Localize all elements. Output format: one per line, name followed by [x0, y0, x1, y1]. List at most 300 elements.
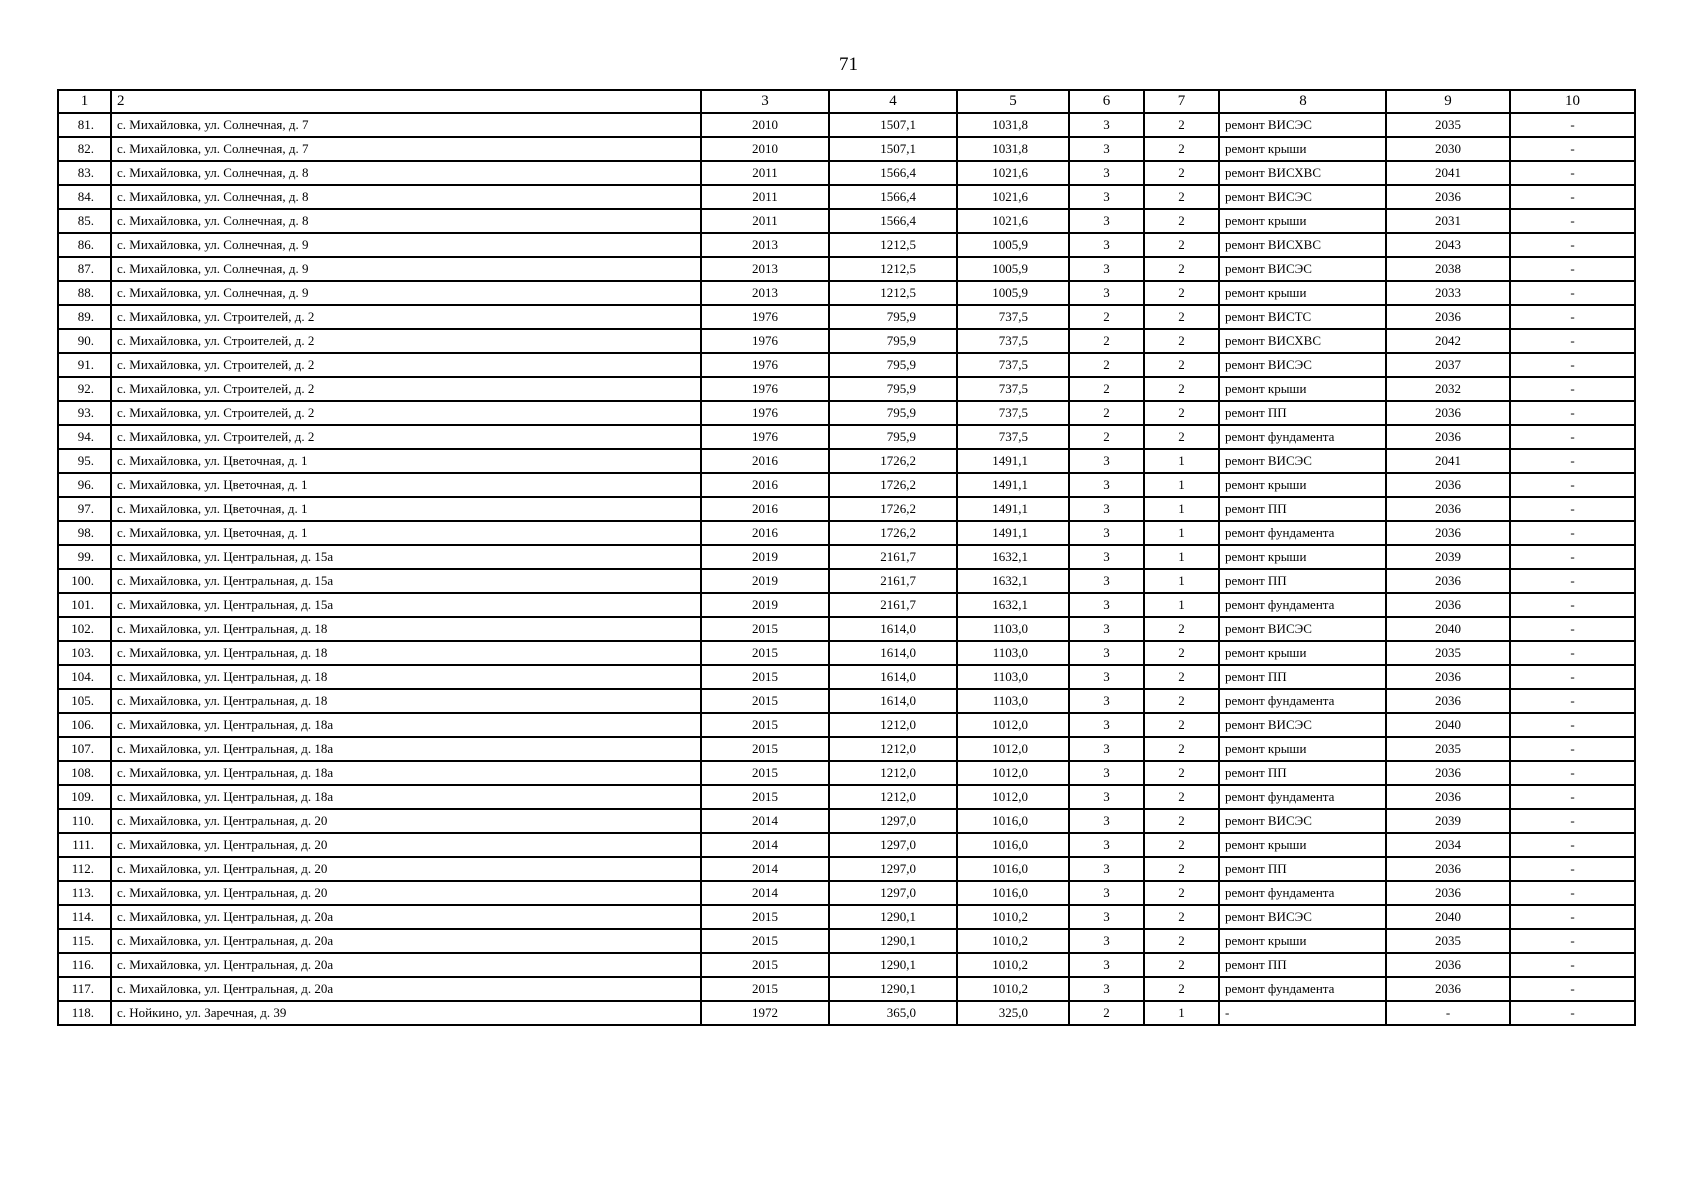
table-cell: -: [1510, 977, 1635, 1001]
table-cell: 1212,0: [829, 737, 957, 761]
table-cell: 1212,5: [829, 233, 957, 257]
table-cell: ремонт ПП: [1219, 569, 1386, 593]
page-number: 71: [839, 54, 858, 75]
table-cell: ремонт ВИСЭС: [1219, 905, 1386, 929]
table-cell: ремонт ВИСХВС: [1219, 233, 1386, 257]
table-cell: 2015: [701, 761, 829, 785]
table-cell: -: [1510, 761, 1635, 785]
table-cell: 2030: [1386, 137, 1510, 161]
table-cell: с. Михайловка, ул. Строителей, д. 2: [111, 353, 701, 377]
table-cell: 1016,0: [957, 809, 1069, 833]
table-cell: 105.: [58, 689, 111, 713]
column-header: 9: [1386, 90, 1510, 113]
table-cell: 1212,5: [829, 257, 957, 281]
table-cell: ремонт крыши: [1219, 473, 1386, 497]
table-cell: 2043: [1386, 233, 1510, 257]
table-cell: 2041: [1386, 449, 1510, 473]
table-cell: 115.: [58, 929, 111, 953]
table-row: [58, 857, 1635, 881]
table-cell: ремонт крыши: [1219, 545, 1386, 569]
table-row: [58, 641, 1635, 665]
table-cell: 1507,1: [829, 113, 957, 137]
table-cell: 2: [1069, 401, 1144, 425]
table-cell: 2011: [701, 161, 829, 185]
table-cell: 109.: [58, 785, 111, 809]
table-cell: 795,9: [829, 401, 957, 425]
table-cell: 2040: [1386, 905, 1510, 929]
table-cell: ремонт фундамента: [1219, 521, 1386, 545]
table-cell: ремонт фундамента: [1219, 977, 1386, 1001]
table-cell: 2035: [1386, 929, 1510, 953]
table-cell: 2019: [701, 545, 829, 569]
table-cell: 2014: [701, 881, 829, 905]
table-cell: 2038: [1386, 257, 1510, 281]
table-cell: 1103,0: [957, 617, 1069, 641]
table-cell: ремонт ВИСЭС: [1219, 713, 1386, 737]
table-cell: ремонт ВИСЭС: [1219, 185, 1386, 209]
table-cell: 2: [1144, 689, 1219, 713]
table-cell: -: [1510, 137, 1635, 161]
table-row: [58, 401, 1635, 425]
table-cell: -: [1510, 401, 1635, 425]
table-cell: 3: [1069, 641, 1144, 665]
table-cell: 2010: [701, 137, 829, 161]
table-cell: 118.: [58, 1001, 111, 1025]
table-cell: 2031: [1386, 209, 1510, 233]
table-cell: ремонт ВИСЭС: [1219, 353, 1386, 377]
table-cell: 795,9: [829, 305, 957, 329]
table-cell: 2015: [701, 905, 829, 929]
table-cell: -: [1510, 353, 1635, 377]
table-cell: 2036: [1386, 881, 1510, 905]
table-cell: -: [1510, 881, 1635, 905]
table-cell: 3: [1069, 833, 1144, 857]
table-cell: 737,5: [957, 353, 1069, 377]
table-cell: 2: [1144, 617, 1219, 641]
table-cell: 2015: [701, 689, 829, 713]
table-cell: 2: [1144, 281, 1219, 305]
table-cell: ремонт ПП: [1219, 761, 1386, 785]
table-cell: 325,0: [957, 1001, 1069, 1025]
table-cell: 1031,8: [957, 113, 1069, 137]
table-cell: 91.: [58, 353, 111, 377]
table-cell: с. Михайловка, ул. Центральная, д. 20а: [111, 905, 701, 929]
table-cell: 84.: [58, 185, 111, 209]
table-cell: 1: [1144, 521, 1219, 545]
table-cell: 3: [1069, 881, 1144, 905]
table-cell: 1: [1144, 449, 1219, 473]
table-row: [58, 617, 1635, 641]
table-cell: 92.: [58, 377, 111, 401]
table-cell: 1010,2: [957, 929, 1069, 953]
table-cell: 1016,0: [957, 881, 1069, 905]
table-cell: -: [1510, 161, 1635, 185]
table-cell: 1976: [701, 305, 829, 329]
table-cell: 1: [1144, 545, 1219, 569]
table-cell: с. Михайловка, ул. Центральная, д. 18а: [111, 737, 701, 761]
table-cell: -: [1510, 377, 1635, 401]
table-cell: -: [1510, 665, 1635, 689]
table-cell: с. Михайловка, ул. Центральная, д. 18: [111, 689, 701, 713]
table-cell: 1: [1144, 569, 1219, 593]
table-cell: 2: [1144, 881, 1219, 905]
table-row: [58, 113, 1635, 137]
table-cell: 2035: [1386, 641, 1510, 665]
header-row: [58, 90, 1635, 113]
table-cell: 2036: [1386, 977, 1510, 1001]
column-header: 8: [1219, 90, 1386, 113]
table-cell: 2: [1144, 857, 1219, 881]
table-cell: 2: [1069, 305, 1144, 329]
column-header: 5: [957, 90, 1069, 113]
table-cell: 795,9: [829, 425, 957, 449]
table-cell: -: [1510, 113, 1635, 137]
table-cell: 104.: [58, 665, 111, 689]
table-cell: 2011: [701, 209, 829, 233]
table-cell: 795,9: [829, 353, 957, 377]
table-cell: 1290,1: [829, 905, 957, 929]
table-cell: 1976: [701, 401, 829, 425]
table-cell: -: [1510, 473, 1635, 497]
table-row: [58, 257, 1635, 281]
table-row: [58, 881, 1635, 905]
table-cell: 2: [1144, 113, 1219, 137]
table-cell: ремонт ВИСЭС: [1219, 809, 1386, 833]
table-cell: 2: [1144, 161, 1219, 185]
table-cell: 3: [1069, 713, 1144, 737]
table-cell: с. Нойкино, ул. Заречная, д. 39: [111, 1001, 701, 1025]
table-cell: 96.: [58, 473, 111, 497]
table-cell: -: [1510, 233, 1635, 257]
table-cell: ремонт фундамента: [1219, 689, 1386, 713]
table-cell: 1016,0: [957, 833, 1069, 857]
table-cell: 1297,0: [829, 857, 957, 881]
table-cell: 2: [1144, 809, 1219, 833]
table-cell: с. Михайловка, ул. Солнечная, д. 8: [111, 161, 701, 185]
table-cell: 2036: [1386, 401, 1510, 425]
table-cell: 2039: [1386, 545, 1510, 569]
table-cell: с. Михайловка, ул. Строителей, д. 2: [111, 305, 701, 329]
table-cell: 2015: [701, 929, 829, 953]
table-cell: 1010,2: [957, 977, 1069, 1001]
table-cell: с. Михайловка, ул. Центральная, д. 18а: [111, 785, 701, 809]
table-cell: 3: [1069, 689, 1144, 713]
table-cell: с. Михайловка, ул. Центральная, д. 18а: [111, 761, 701, 785]
table-cell: ремонт ПП: [1219, 401, 1386, 425]
table-row: [58, 185, 1635, 209]
table-cell: ремонт ПП: [1219, 857, 1386, 881]
table-cell: -: [1510, 1001, 1635, 1025]
table-cell: 106.: [58, 713, 111, 737]
table-cell: 1: [1144, 473, 1219, 497]
table-cell: 1566,4: [829, 161, 957, 185]
table-cell: с. Михайловка, ул. Центральная, д. 20а: [111, 953, 701, 977]
table-cell: -: [1510, 425, 1635, 449]
table-cell: ремонт крыши: [1219, 929, 1386, 953]
table-cell: 1016,0: [957, 857, 1069, 881]
table-cell: -: [1510, 209, 1635, 233]
table-cell: 2: [1144, 641, 1219, 665]
table-cell: 2036: [1386, 689, 1510, 713]
table-cell: 1005,9: [957, 233, 1069, 257]
table-cell: 2036: [1386, 857, 1510, 881]
table-cell: 1212,0: [829, 761, 957, 785]
table-cell: 1614,0: [829, 665, 957, 689]
table-cell: 87.: [58, 257, 111, 281]
table-cell: -: [1510, 689, 1635, 713]
table-cell: 2015: [701, 977, 829, 1001]
table-row: [58, 1001, 1635, 1025]
table-row: [58, 713, 1635, 737]
table-cell: ремонт крыши: [1219, 833, 1386, 857]
table-cell: 3: [1069, 521, 1144, 545]
table-cell: 1726,2: [829, 449, 957, 473]
table-row: [58, 233, 1635, 257]
table-cell: 737,5: [957, 425, 1069, 449]
table-cell: 89.: [58, 305, 111, 329]
table-cell: с. Михайловка, ул. Строителей, д. 2: [111, 329, 701, 353]
table-cell: 1976: [701, 425, 829, 449]
table-cell: 1290,1: [829, 953, 957, 977]
table-cell: 1: [1144, 593, 1219, 617]
table-cell: 2016: [701, 521, 829, 545]
table-row: [58, 305, 1635, 329]
table-cell: -: [1510, 593, 1635, 617]
table-cell: 3: [1069, 593, 1144, 617]
table-cell: 2: [1144, 713, 1219, 737]
table-cell: 1566,4: [829, 185, 957, 209]
table-cell: 737,5: [957, 329, 1069, 353]
table-cell: -: [1510, 857, 1635, 881]
table-cell: 108.: [58, 761, 111, 785]
table-cell: 1005,9: [957, 281, 1069, 305]
table-cell: 2: [1144, 353, 1219, 377]
table-cell: 85.: [58, 209, 111, 233]
table-cell: с. Михайловка, ул. Солнечная, д. 7: [111, 113, 701, 137]
table-row: [58, 545, 1635, 569]
table-cell: 101.: [58, 593, 111, 617]
table-cell: 2: [1144, 137, 1219, 161]
table-cell: 2: [1144, 305, 1219, 329]
table-cell: 103.: [58, 641, 111, 665]
table-cell: 1491,1: [957, 497, 1069, 521]
column-header: 2: [111, 90, 701, 113]
table-cell: с. Михайловка, ул. Солнечная, д. 8: [111, 209, 701, 233]
table-cell: 90.: [58, 329, 111, 353]
table-cell: 2036: [1386, 497, 1510, 521]
table-cell: 2036: [1386, 761, 1510, 785]
table-cell: 2: [1144, 233, 1219, 257]
table-cell: 100.: [58, 569, 111, 593]
table-cell: -: [1510, 809, 1635, 833]
table-cell: с. Михайловка, ул. Центральная, д. 18а: [111, 713, 701, 737]
table-cell: 3: [1069, 137, 1144, 161]
table-cell: 114.: [58, 905, 111, 929]
table-cell: 1297,0: [829, 881, 957, 905]
table-cell: 2015: [701, 617, 829, 641]
table-cell: -: [1510, 713, 1635, 737]
table-cell: -: [1386, 1001, 1510, 1025]
table-cell: ремонт ПП: [1219, 953, 1386, 977]
table-cell: 1297,0: [829, 809, 957, 833]
table-cell: ремонт ВИСТС: [1219, 305, 1386, 329]
table-cell: с. Михайловка, ул. Центральная, д. 15а: [111, 569, 701, 593]
table-cell: ремонт ВИСХВС: [1219, 161, 1386, 185]
table-cell: 1491,1: [957, 521, 1069, 545]
column-header: 1: [58, 90, 111, 113]
table-cell: ремонт фундамента: [1219, 785, 1386, 809]
table-cell: -: [1510, 449, 1635, 473]
table-row: [58, 785, 1635, 809]
table-cell: с. Михайловка, ул. Солнечная, д. 9: [111, 257, 701, 281]
table-cell: -: [1510, 833, 1635, 857]
table-cell: 83.: [58, 161, 111, 185]
table-cell: 3: [1069, 449, 1144, 473]
table-cell: с. Михайловка, ул. Центральная, д. 20: [111, 857, 701, 881]
table-cell: 2036: [1386, 185, 1510, 209]
table-cell: -: [1510, 521, 1635, 545]
table-cell: 111.: [58, 833, 111, 857]
table-cell: с. Михайловка, ул. Центральная, д. 18: [111, 641, 701, 665]
table-cell: 1632,1: [957, 545, 1069, 569]
table-cell: 2016: [701, 497, 829, 521]
table-cell: 3: [1069, 665, 1144, 689]
table-cell: 1614,0: [829, 689, 957, 713]
table-cell: 1021,6: [957, 161, 1069, 185]
table-cell: -: [1510, 905, 1635, 929]
table-cell: 94.: [58, 425, 111, 449]
table-cell: 2: [1069, 1001, 1144, 1025]
table-cell: 2016: [701, 473, 829, 497]
table-row: [58, 521, 1635, 545]
table-cell: 2036: [1386, 425, 1510, 449]
table-cell: 2035: [1386, 113, 1510, 137]
table-cell: 2019: [701, 569, 829, 593]
table-cell: 2: [1144, 785, 1219, 809]
table-cell: -: [1510, 329, 1635, 353]
table-cell: 95.: [58, 449, 111, 473]
table-cell: ремонт ВИСХВС: [1219, 329, 1386, 353]
table-cell: с. Михайловка, ул. Центральная, д. 18: [111, 665, 701, 689]
table-row: [58, 449, 1635, 473]
table-cell: 1010,2: [957, 905, 1069, 929]
table-row: [58, 137, 1635, 161]
column-header: 10: [1510, 90, 1635, 113]
table-cell: 1212,5: [829, 281, 957, 305]
table-row: [58, 809, 1635, 833]
table-cell: 2015: [701, 953, 829, 977]
table-cell: 2019: [701, 593, 829, 617]
table-cell: 2013: [701, 257, 829, 281]
table-cell: 2036: [1386, 593, 1510, 617]
table-cell: 2: [1144, 257, 1219, 281]
table-cell: 2036: [1386, 953, 1510, 977]
table-cell: 2: [1144, 329, 1219, 353]
table-cell: с. Михайловка, ул. Центральная, д. 15а: [111, 545, 701, 569]
table-cell: 2: [1069, 377, 1144, 401]
table-cell: 98.: [58, 521, 111, 545]
table-row: [58, 569, 1635, 593]
table-cell: 1297,0: [829, 833, 957, 857]
table-cell: -: [1510, 617, 1635, 641]
table-cell: -: [1510, 305, 1635, 329]
table-cell: 2032: [1386, 377, 1510, 401]
table-row: [58, 761, 1635, 785]
column-header: 6: [1069, 90, 1144, 113]
table-cell: -: [1510, 785, 1635, 809]
table-cell: 1491,1: [957, 449, 1069, 473]
table-row: [58, 929, 1635, 953]
table-cell: 2042: [1386, 329, 1510, 353]
table-cell: 3: [1069, 257, 1144, 281]
table-cell: 2015: [701, 665, 829, 689]
table-cell: 1726,2: [829, 473, 957, 497]
table-cell: 2: [1069, 329, 1144, 353]
table-cell: 2: [1144, 737, 1219, 761]
table-cell: ремонт крыши: [1219, 377, 1386, 401]
table-cell: 2013: [701, 233, 829, 257]
table-cell: 1290,1: [829, 929, 957, 953]
table-cell: 2: [1144, 665, 1219, 689]
table-cell: 3: [1069, 857, 1144, 881]
table-cell: 2161,7: [829, 593, 957, 617]
table-cell: ремонт ВИСЭС: [1219, 449, 1386, 473]
table-cell: 3: [1069, 545, 1144, 569]
table-cell: 1726,2: [829, 497, 957, 521]
table-cell: 2: [1144, 905, 1219, 929]
table-cell: 2040: [1386, 617, 1510, 641]
table-row: [58, 665, 1635, 689]
table-cell: 2: [1144, 185, 1219, 209]
table-cell: 795,9: [829, 377, 957, 401]
table-cell: 2013: [701, 281, 829, 305]
table-row: [58, 833, 1635, 857]
table-cell: -: [1510, 641, 1635, 665]
table-cell: 1976: [701, 353, 829, 377]
table-cell: 2015: [701, 713, 829, 737]
table-cell: -: [1510, 737, 1635, 761]
table-cell: с. Михайловка, ул. Строителей, д. 2: [111, 425, 701, 449]
table-cell: -: [1510, 953, 1635, 977]
table-cell: с. Михайловка, ул. Центральная, д. 20: [111, 809, 701, 833]
table-cell: 365,0: [829, 1001, 957, 1025]
table-cell: 1290,1: [829, 977, 957, 1001]
table-cell: 2161,7: [829, 545, 957, 569]
table-cell: 3: [1069, 281, 1144, 305]
table-cell: ремонт крыши: [1219, 209, 1386, 233]
table-cell: с. Михайловка, ул. Солнечная, д. 8: [111, 185, 701, 209]
table-cell: 2036: [1386, 305, 1510, 329]
table-cell: 2014: [701, 833, 829, 857]
table-cell: -: [1510, 569, 1635, 593]
table-row: [58, 329, 1635, 353]
table-cell: 2036: [1386, 473, 1510, 497]
table-row: [58, 497, 1635, 521]
table-cell: 2036: [1386, 785, 1510, 809]
column-header: 3: [701, 90, 829, 113]
table-cell: 3: [1069, 161, 1144, 185]
table-body: [58, 90, 1635, 1025]
table-cell: 2040: [1386, 713, 1510, 737]
table-cell: с. Михайловка, ул. Цветочная, д. 1: [111, 497, 701, 521]
table-cell: с. Михайловка, ул. Центральная, д. 20: [111, 881, 701, 905]
table-cell: 2: [1144, 401, 1219, 425]
table-cell: 2: [1069, 425, 1144, 449]
table-cell: 1012,0: [957, 713, 1069, 737]
table-cell: -: [1510, 281, 1635, 305]
table-cell: 2: [1144, 761, 1219, 785]
table-cell: 2036: [1386, 569, 1510, 593]
